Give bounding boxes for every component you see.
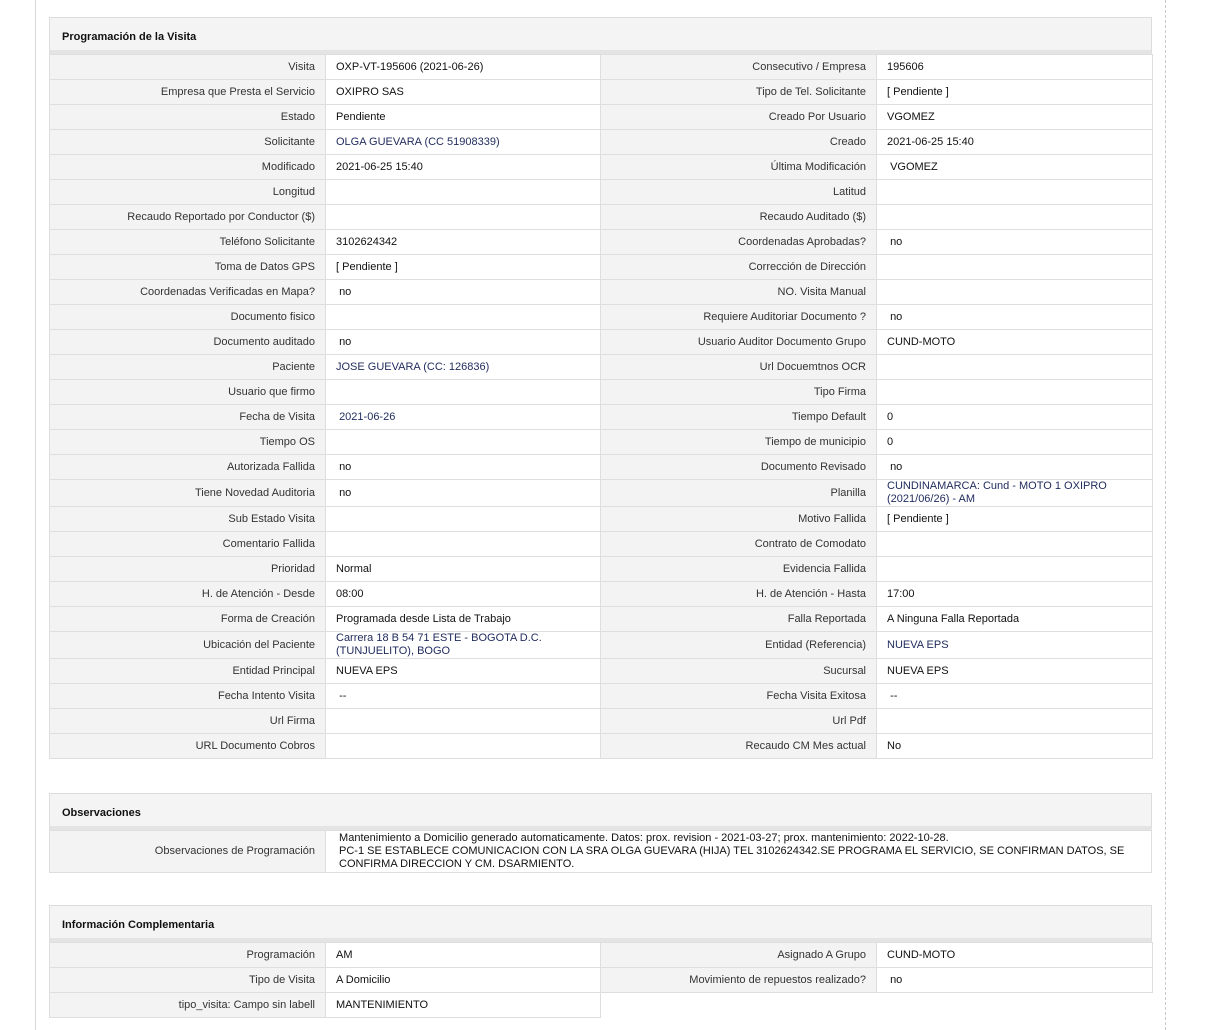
field-value-longitud	[326, 180, 601, 205]
field-label-entidad-principal: Entidad Principal	[50, 659, 326, 684]
field-label-fecha-de-visita: Fecha de Visita	[50, 405, 326, 430]
complementaria-table	[49, 942, 1153, 1018]
field-label-usuario-auditor-documento-grupo: Usuario Auditor Documento Grupo	[601, 330, 877, 355]
programacion-table	[49, 54, 1153, 759]
field-label-asignado-a-grupo: Asignado A Grupo	[601, 943, 877, 968]
table-row	[50, 480, 1153, 507]
field-label-documento-fisico: Documento fisico	[50, 305, 326, 330]
empty-cell	[877, 993, 1153, 1018]
field-value-comentario-fallida	[326, 532, 601, 557]
field-label-entidad-referencia: Entidad (Referencia)	[601, 632, 877, 659]
field-value-visita: OXP-VT-195606 (2021-06-26)	[326, 55, 601, 80]
field-label-fecha-intento-visita: Fecha Intento Visita	[50, 684, 326, 709]
table-row	[50, 205, 1153, 230]
field-value-movimiento-de-repuestos-realizado: no	[877, 968, 1153, 993]
field-value-forma-de-creacion: Programada desde Lista de Trabajo	[326, 607, 601, 632]
field-label-movimiento-de-repuestos-realizado: Movimiento de repuestos realizado?	[601, 968, 877, 993]
field-label-no-visita-manual: NO. Visita Manual	[601, 280, 877, 305]
table-row	[50, 430, 1153, 455]
field-label-recaudo-cm-mes-actual: Recaudo CM Mes actual	[601, 734, 877, 759]
field-label-longitud: Longitud	[50, 180, 326, 205]
observaciones-line-2: PC-1 SE ESTABLECE COMUNICACION CON LA SRA OLGA GUEVARA (HIJA) TEL 3102624342.SE PROGRAMA EL SERVICIO, SE CONFIRMAN DATOS, SE CONFIRMA DIRECCION Y CM. DSARMIENTO.	[339, 845, 1125, 870]
field-label-tipo-firma: Tipo Firma	[601, 380, 877, 405]
field-value-tipo-de-tel-solicitante: [ Pendiente ]	[877, 80, 1153, 105]
field-label-toma-de-datos-gps: Toma de Datos GPS	[50, 255, 326, 280]
table-row	[50, 632, 1153, 659]
table-row	[50, 80, 1153, 105]
field-label-paciente: Paciente	[50, 355, 326, 380]
field-value-solicitante: OLGA GUEVARA (CC 51908339)	[326, 130, 601, 155]
field-label-h-de-atencion-hasta: H. de Atención - Hasta	[601, 582, 877, 607]
field-label-url-docuemtnos-ocr: Url Docuemtnos OCR	[601, 355, 877, 380]
field-value-recaudo-auditado	[877, 205, 1153, 230]
table-row	[50, 532, 1153, 557]
field-value-coordenadas-verificadas-en-mapa: no	[326, 280, 601, 305]
field-value-creado-por-usuario: VGOMEZ	[877, 105, 1153, 130]
table-row	[50, 230, 1153, 255]
field-label-tiempo-de-municipio: Tiempo de municipio	[601, 430, 877, 455]
complementaria-title: Información Complementaria	[49, 905, 1152, 942]
field-label-url-pdf: Url Pdf	[601, 709, 877, 734]
table-row	[50, 180, 1153, 205]
field-label-prioridad: Prioridad	[50, 557, 326, 582]
field-value-ultima-modificacion: VGOMEZ	[877, 155, 1153, 180]
field-label-planilla: Planilla	[601, 480, 877, 507]
table-row	[50, 507, 1153, 532]
field-label-programacion: Programación	[50, 943, 326, 968]
field-value-autorizada-fallida: no	[326, 455, 601, 480]
field-label-telefono-solicitante: Teléfono Solicitante	[50, 230, 326, 255]
field-value-no-visita-manual	[877, 280, 1153, 305]
table-row	[50, 557, 1153, 582]
field-label-estado: Estado	[50, 105, 326, 130]
observaciones-title: Observaciones	[49, 793, 1152, 830]
field-value-tipo-de-visita: A Domicilio	[326, 968, 601, 993]
empty-cell	[601, 993, 877, 1018]
field-value-tiene-novedad-auditoria: no	[326, 480, 601, 507]
observaciones-table	[49, 830, 1152, 873]
field-label-ubicacion-del-paciente: Ubicación del Paciente	[50, 632, 326, 659]
field-value-tipo-visita-campo-sin-labell: MANTENIMIENTO	[326, 993, 601, 1018]
field-label-h-de-atencion-desde: H. de Atención - Desde	[50, 582, 326, 607]
table-row	[50, 355, 1153, 380]
field-label-modificado: Modificado	[50, 155, 326, 180]
field-label-coordenadas-aprobadas: Coordenadas Aprobadas?	[601, 230, 877, 255]
field-value-url-documento-cobros	[326, 734, 601, 759]
table-row	[50, 330, 1153, 355]
field-value-estado: Pendiente	[326, 105, 601, 130]
table-row	[50, 255, 1153, 280]
field-value-tiempo-os	[326, 430, 601, 455]
field-value-coordenadas-aprobadas: no	[877, 230, 1153, 255]
complementaria-panel	[49, 905, 1152, 1018]
field-label-usuario-que-firmo: Usuario que firmo	[50, 380, 326, 405]
table-row	[50, 455, 1153, 480]
field-label-forma-de-creacion: Forma de Creación	[50, 607, 326, 632]
field-label-creado-por-usuario: Creado Por Usuario	[601, 105, 877, 130]
field-value-correccion-de-direccion	[877, 255, 1153, 280]
field-value-fecha-visita-exitosa: --	[877, 684, 1153, 709]
field-label-requiere-auditoriar-documento: Requiere Auditoriar Documento ?	[601, 305, 877, 330]
field-value-paciente: JOSE GUEVARA (CC: 126836)	[326, 355, 601, 380]
field-value-h-de-atencion-hasta: 17:00	[877, 582, 1153, 607]
table-row	[50, 831, 1152, 873]
field-label-creado: Creado	[601, 130, 877, 155]
field-value-recaudo-reportado-por-conductor	[326, 205, 601, 230]
field-value-documento-auditado: no	[326, 330, 601, 355]
table-row	[50, 155, 1153, 180]
field-label-fecha-visita-exitosa: Fecha Visita Exitosa	[601, 684, 877, 709]
field-label-latitud: Latitud	[601, 180, 877, 205]
table-row	[50, 380, 1153, 405]
field-label-visita: Visita	[50, 55, 326, 80]
field-value-requiere-auditoriar-documento: no	[877, 305, 1153, 330]
field-label-tiene-novedad-auditoria: Tiene Novedad Auditoria	[50, 480, 326, 507]
field-value-motivo-fallida: [ Pendiente ]	[877, 507, 1153, 532]
field-value-tiempo-default: 0	[877, 405, 1153, 430]
field-value-tiempo-de-municipio: 0	[877, 430, 1153, 455]
field-value-usuario-auditor-documento-grupo: CUND-MOTO	[877, 330, 1153, 355]
field-value-evidencia-fallida	[877, 557, 1153, 582]
field-value-sub-estado-visita	[326, 507, 601, 532]
observaciones-panel	[49, 793, 1152, 873]
table-row	[50, 130, 1153, 155]
field-value-ubicacion-del-paciente: Carrera 18 B 54 71 ESTE - BOGOTA D.C. (TUNJUELITO), BOGO	[326, 632, 601, 659]
field-value-contrato-de-comodato	[877, 532, 1153, 557]
field-label-comentario-fallida: Comentario Fallida	[50, 532, 326, 557]
page-right-border	[1165, 0, 1166, 1030]
observaciones-line-1: Mantenimiento a Domicilio generado automaticamente. Datos: prox. revision - 2021-03-27; prox. mantenimiento: 2022-10-28.	[336, 832, 949, 844]
field-value-latitud	[877, 180, 1153, 205]
field-label-ultima-modificacion: Última Modificación	[601, 155, 877, 180]
field-value-creado: 2021-06-25 15:40	[877, 130, 1153, 155]
table-row	[50, 55, 1153, 80]
field-value-h-de-atencion-desde: 08:00	[326, 582, 601, 607]
field-value-url-firma	[326, 709, 601, 734]
field-label-tiempo-default: Tiempo Default	[601, 405, 877, 430]
table-row	[50, 709, 1153, 734]
field-value-programacion: AM	[326, 943, 601, 968]
table-row	[50, 943, 1153, 968]
field-label-empresa-que-presta-el-servicio: Empresa que Presta el Servicio	[50, 80, 326, 105]
field-label-documento-revisado: Documento Revisado	[601, 455, 877, 480]
field-label-documento-auditado: Documento auditado	[50, 330, 326, 355]
field-label-tiempo-os: Tiempo OS	[50, 430, 326, 455]
field-label-motivo-fallida: Motivo Fallida	[601, 507, 877, 532]
programacion-title: Programación de la Visita	[49, 17, 1152, 54]
table-row	[50, 607, 1153, 632]
field-label-solicitante: Solicitante	[50, 130, 326, 155]
observaciones-value	[326, 831, 1152, 873]
table-row	[50, 305, 1153, 330]
observaciones-label: Observaciones de Programación	[50, 831, 326, 873]
field-label-consecutivo-empresa: Consecutivo / Empresa	[601, 55, 877, 80]
table-row	[50, 582, 1153, 607]
field-value-usuario-que-firmo	[326, 380, 601, 405]
field-label-url-documento-cobros: URL Documento Cobros	[50, 734, 326, 759]
field-value-planilla: CUNDINAMARCA: Cund - MOTO 1 OXIPRO (2021/06/26) - AM	[877, 480, 1153, 507]
field-label-tipo-de-tel-solicitante: Tipo de Tel. Solicitante	[601, 80, 877, 105]
field-label-contrato-de-comodato: Contrato de Comodato	[601, 532, 877, 557]
table-row	[50, 993, 1153, 1018]
field-value-entidad-principal: NUEVA EPS	[326, 659, 601, 684]
field-value-modificado: 2021-06-25 15:40	[326, 155, 601, 180]
table-row	[50, 280, 1153, 305]
field-label-recaudo-auditado: Recaudo Auditado ($)	[601, 205, 877, 230]
field-label-evidencia-fallida: Evidencia Fallida	[601, 557, 877, 582]
field-label-correccion-de-direccion: Corrección de Dirección	[601, 255, 877, 280]
field-value-toma-de-datos-gps: [ Pendiente ]	[326, 255, 601, 280]
field-label-falla-reportada: Falla Reportada	[601, 607, 877, 632]
field-value-falla-reportada: A Ninguna Falla Reportada	[877, 607, 1153, 632]
field-value-asignado-a-grupo: CUND-MOTO	[877, 943, 1153, 968]
field-value-documento-revisado: no	[877, 455, 1153, 480]
table-row	[50, 105, 1153, 130]
field-value-empresa-que-presta-el-servicio: OXIPRO SAS	[326, 80, 601, 105]
field-label-sub-estado-visita: Sub Estado Visita	[50, 507, 326, 532]
table-row	[50, 684, 1153, 709]
programacion-panel	[49, 17, 1152, 759]
field-label-recaudo-reportado-por-conductor: Recaudo Reportado por Conductor ($)	[50, 205, 326, 230]
field-label-coordenadas-verificadas-en-mapa: Coordenadas Verificadas en Mapa?	[50, 280, 326, 305]
page-left-border	[35, 0, 36, 1030]
field-value-prioridad: Normal	[326, 557, 601, 582]
field-value-documento-fisico	[326, 305, 601, 330]
field-value-fecha-de-visita: 2021-06-26	[326, 405, 601, 430]
field-value-url-pdf	[877, 709, 1153, 734]
field-value-url-docuemtnos-ocr	[877, 355, 1153, 380]
field-label-sucursal: Sucursal	[601, 659, 877, 684]
table-row	[50, 968, 1153, 993]
field-value-tipo-firma	[877, 380, 1153, 405]
field-label-tipo-de-visita: Tipo de Visita	[50, 968, 326, 993]
field-label-url-firma: Url Firma	[50, 709, 326, 734]
field-label-autorizada-fallida: Autorizada Fallida	[50, 455, 326, 480]
field-value-sucursal: NUEVA EPS	[877, 659, 1153, 684]
table-row	[50, 734, 1153, 759]
field-label-tipo-visita-campo-sin-labell: tipo_visita: Campo sin labell	[50, 993, 326, 1018]
table-row	[50, 659, 1153, 684]
field-value-consecutivo-empresa: 195606	[877, 55, 1153, 80]
field-value-recaudo-cm-mes-actual: No	[877, 734, 1153, 759]
field-value-entidad-referencia: NUEVA EPS	[877, 632, 1153, 659]
table-row	[50, 405, 1153, 430]
field-value-fecha-intento-visita: --	[326, 684, 601, 709]
field-value-telefono-solicitante: 3102624342	[326, 230, 601, 255]
